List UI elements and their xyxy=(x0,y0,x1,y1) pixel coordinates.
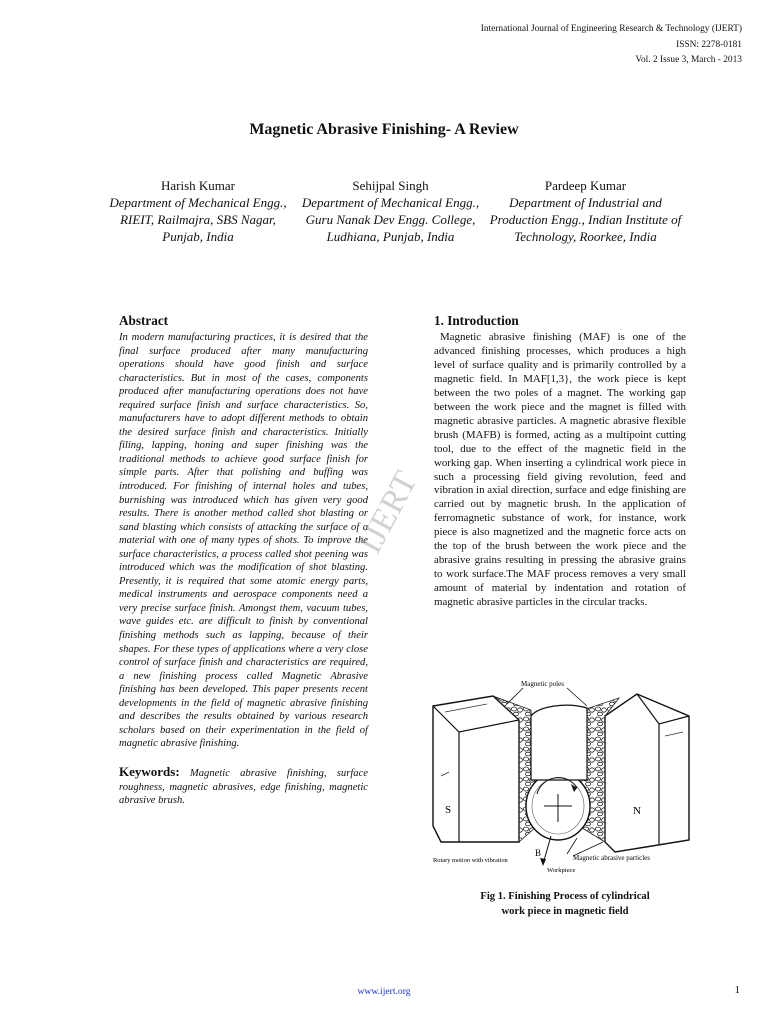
author-affiliation: Department of Mechanical Engg., Guru Nanak Dev Engg. College, Ludhiana, Punjab, India xyxy=(301,195,480,244)
label-rotary-motion: Rotary motion with vibration xyxy=(433,857,508,864)
figure-caption-line-2: work piece in magnetic field xyxy=(501,905,629,917)
author-affiliation: Department of Industrial and Production Engg., Indian Institute of Technology, Roorkee, India xyxy=(489,195,682,244)
label-abrasive-particles: Magnetic abrasive particles xyxy=(573,854,650,862)
author-block xyxy=(103,177,683,245)
label-workpiece: Workpiece xyxy=(547,867,576,874)
right-magnet-pole xyxy=(605,694,689,852)
right-column xyxy=(434,313,686,610)
keywords-text: Magnetic abrasive finishing, surface roughness, magnetic abrasives, edge finishing, magnetic abrasive brush. xyxy=(119,767,368,807)
figure-maf-diagram xyxy=(427,676,695,876)
left-magnet-pole xyxy=(433,696,519,842)
journal-header xyxy=(481,22,742,69)
label-s-pole: S xyxy=(445,804,452,816)
author-2 xyxy=(293,177,488,245)
journal-volume: Vol. 2 Issue 3, March - 2013 xyxy=(635,55,742,65)
author-3 xyxy=(488,177,683,245)
author-affiliation: Department of Mechanical Engg., RIEIT, Railmajra, SBS Nagar, Punjab, India xyxy=(109,195,287,244)
keywords xyxy=(119,765,368,808)
watermark-text: IJERT xyxy=(351,465,425,560)
figure-caption-line-1: Fig 1. Finishing Process of cylindrical xyxy=(480,891,650,902)
introduction-heading: 1. Introduction xyxy=(434,313,519,328)
keywords-label: Keywords: xyxy=(119,763,180,779)
author-name: Sehijpal Singh xyxy=(352,178,429,193)
author-name: Harish Kumar xyxy=(160,178,235,193)
paper-title: Magnetic Abrasive Finishing- A Review xyxy=(249,121,519,138)
label-b-flux: B xyxy=(535,848,542,858)
workpiece-cylinder xyxy=(526,705,590,840)
abstract-text: In modern manufacturing practices, it is desired that the final surface produced after many manufacturing operations should have good finish and surface characteristics. But in most of the cases, components produced after manufacturing operations does not have required surface finish and surface characteristics. So, manufacturers have to adopt different methods to obtain the desired surface finish and characteristics. Initially filing, lapping, honing and super finishing was the traditional methods to achieve good surface finish for simple parts. After that polishing and buffing was introduced. For finishing of internal holes and tubes, burnishing was introduced which has given very good results. There is another method called shot blasting or sand blasting which consists of attacking the surface of a material with one of many types of shots. To improve the surface characteristics, a process called shot peening was introduced which was the modification of shot blasting. Presently, it is required that some atomic energy parts, medical instruments and aerospace components need a very precise surface finish. Amongst them, vacuum tubes, wave guides etc. are difficult to finish by conventional finishing methods such as lapping, because of their shapes. For these types of applications where a very close control of surface finish and characteristics are required, a new finishing process called Magnetic Abrasive finishing has been developed. This paper presents recent developments in the field of magnetic abrasive finishing and describes the results obtained by various research scholars based on their experimentation in the field of magnetic abrasive finishing. xyxy=(119,332,368,750)
author-name: Pardeep Kumar xyxy=(544,178,627,193)
journal-issn: ISSN: 2278-0181 xyxy=(676,39,742,50)
flux-arrow xyxy=(540,836,551,866)
author-1 xyxy=(103,177,293,245)
footer-url-link[interactable]: www.ijert.org xyxy=(357,986,411,997)
label-n-pole: N xyxy=(633,805,641,817)
journal-name: International Journal of Engineering Research & Technology (IJERT) xyxy=(480,24,742,34)
abstract-heading: Abstract xyxy=(119,313,169,328)
introduction-text: Magnetic abrasive finishing (MAF) is one of the advanced finishing processes, which produces a high level of surface quality and is primarily controlled by a magnetic field. In MAF[1,3}, the work piece is kept between the two poles of a magnet. The working gap between the work piece and the magnet is filled with magnetic abrasive particles. A magnetic abrasive flexible brush (MAFB) is formed, acting as a multipoint cutting tool, due to the effect of the magnetic field in the working gap. When inserting a cylindrical work piece in such a processing field giving revolution, feed and vibration in axial direction, surface and edge finishing are carried out by magnetic brush. In the application of ferromagnetic substance of work, for instance, work piece is also magnetized and the magnetic force acts on the top of the brush between the work piece and the abrasive grains resulting in pressing the abrasive grains to work surface.The MAF process removes a very small amount of material by indentation and rotation of magnetic abrasive particles in the circular tracks. xyxy=(434,331,686,609)
figure-caption xyxy=(440,890,690,919)
label-magnetic-poles: Magnetic poles xyxy=(521,680,564,688)
ijert-watermark xyxy=(338,440,448,590)
left-column xyxy=(119,313,368,808)
page-number: 1 xyxy=(734,984,740,996)
